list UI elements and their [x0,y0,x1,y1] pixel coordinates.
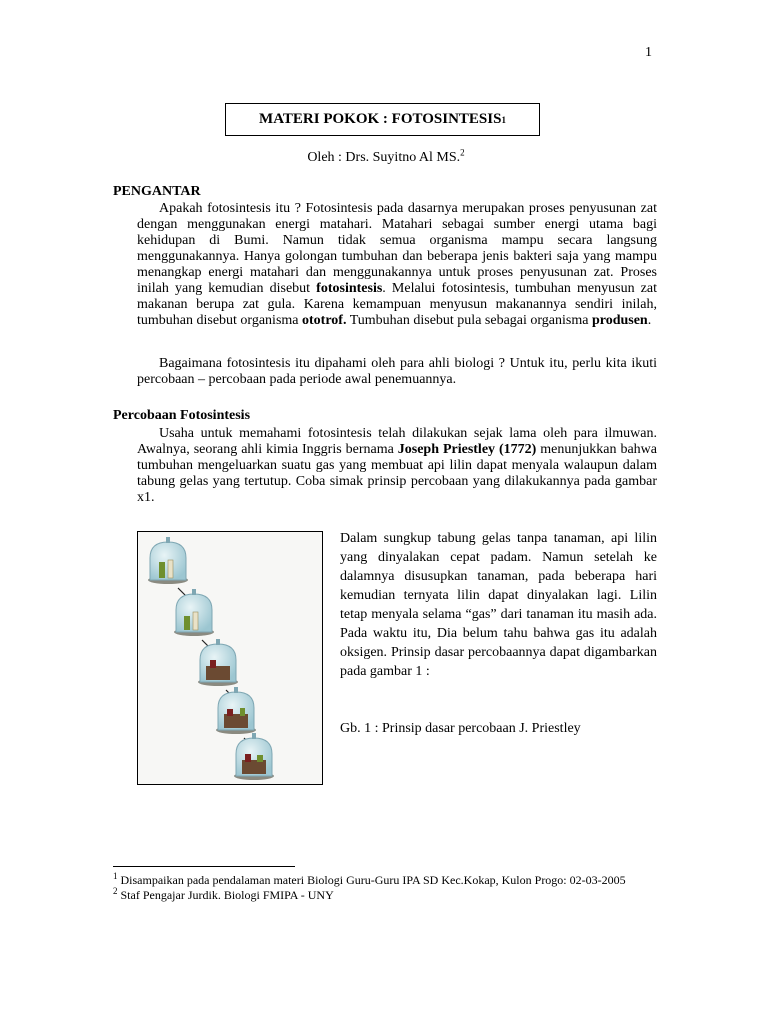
figure-description: Dalam sungkup tabung gelas tanpa tanaman, api lilin yang dinyalakan cepat padam. Namun setelah ke dalamnya disusupkan tanaman, pada beberapa hari kemudian ternyata lilin dapat dinyalakan lagi. Lilin tetap menyala selama “gas” dari tanaman itu masih ada. Pada waktu itu, Dia belum tahu bahwa gas itu adalah oksigen. Prinsip dasar percobaannya dapat digambarkan pada gambar 1 : [340,531,657,679]
footnote-2-text: Staf Pengajar Jurdik. Biologi FMIPA - UNY [120,888,334,902]
term-ototrof: ototrof. [302,313,347,328]
figure-priestley-experiment [137,531,323,785]
author-line [0,147,768,166]
footnote-2 [113,888,334,903]
term-fotosintesis: fotosintesis [316,281,383,296]
bell-jar-1 [148,537,188,584]
section2-text-2: menunjukkan bahwa tumbuhan mengeluarkan suatu gas yang membuat api lilin dapat menyala walaupun dalam tabung gelas yang tertutup. Coba simak prinsip percobaan yang dilakukannya pada gambar x1. [137,442,657,505]
footnote-1-number: 1 [113,871,118,881]
footnote-1 [113,873,626,888]
page-title: MATERI POKOK : FOTOSINTESIS [259,111,502,127]
scientist-name: Joseph Priestley (1772) [397,442,537,457]
intro-text-4: . [647,313,652,328]
section2-paragraph [137,426,657,506]
intro-text-1: Apakah fotosintesis itu ? Fotosintesis pada dasarnya merupakan proses penyusunan zat dengan menggunakan energi matahari. Matahari sebagai sumber energi utama bagi kehidupan di Bumi. Namun tidak semua organisma mampu secara langsung menggunakannya. Hanya golongan tumbuhan dan beberapa jenis bakteri saja yang mampu menangkap energi matahari dan menggunakannya untuk proses penyusunan zat. Proses inilah yang kemudian disebut [137,201,657,296]
bell-jar-illustration [138,532,322,784]
bell-jar-5 [234,733,274,780]
footnote-1-text: Disampaikan pada pendalaman materi Biologi Guru-Guru IPA SD Kec.Kokap, Kulon Progo: 02-03-2005 [120,873,626,887]
intro-paragraph-2: Bagaimana fotosintesis itu dipahami oleh para ahli biologi ? Untuk itu, perlu kita ikuti percobaan – percobaan pada periode awal penemuannya. [137,356,657,387]
intro-heading: PENGANTAR [113,184,201,199]
author-name: Oleh : Drs. Suyitno Al MS. [307,150,461,165]
section2-heading: Percobaan Fotosintesis [113,408,251,423]
page-number: 1 [645,45,652,60]
bell-jar-3 [198,639,238,686]
footnote-divider [113,866,295,867]
title-box: MATERI POKOK : FOTOSINTESIS 1 [225,103,540,136]
bell-jar-2 [174,589,214,636]
bell-jar-4 [216,687,256,734]
footnote-2-number: 2 [113,886,118,896]
figure-caption: Gb. 1 : Prinsip dasar percobaan J. Priestley [340,721,581,736]
section2-text-1: Usaha untuk memahami fotosintesis telah dilakukan sejak lama oleh para ilmuwan. Awalnya, seorang ahli kimia Inggris bernama [137,426,657,457]
intro-text-2: . Melalui fotosintesis, tumbuhan menyusun zat makanan berupa zat gula. Karena kemampuan menyusun makanannya sendiri inilah, tumbuhan disebut organisma [137,281,658,328]
author-footnote-ref: 2 [460,147,465,158]
intro-text-3: Tumbuhan disebut pula sebagai organisma [346,313,592,328]
intro-paragraph-1 [137,201,657,329]
term-produsen: produsen [591,313,648,328]
